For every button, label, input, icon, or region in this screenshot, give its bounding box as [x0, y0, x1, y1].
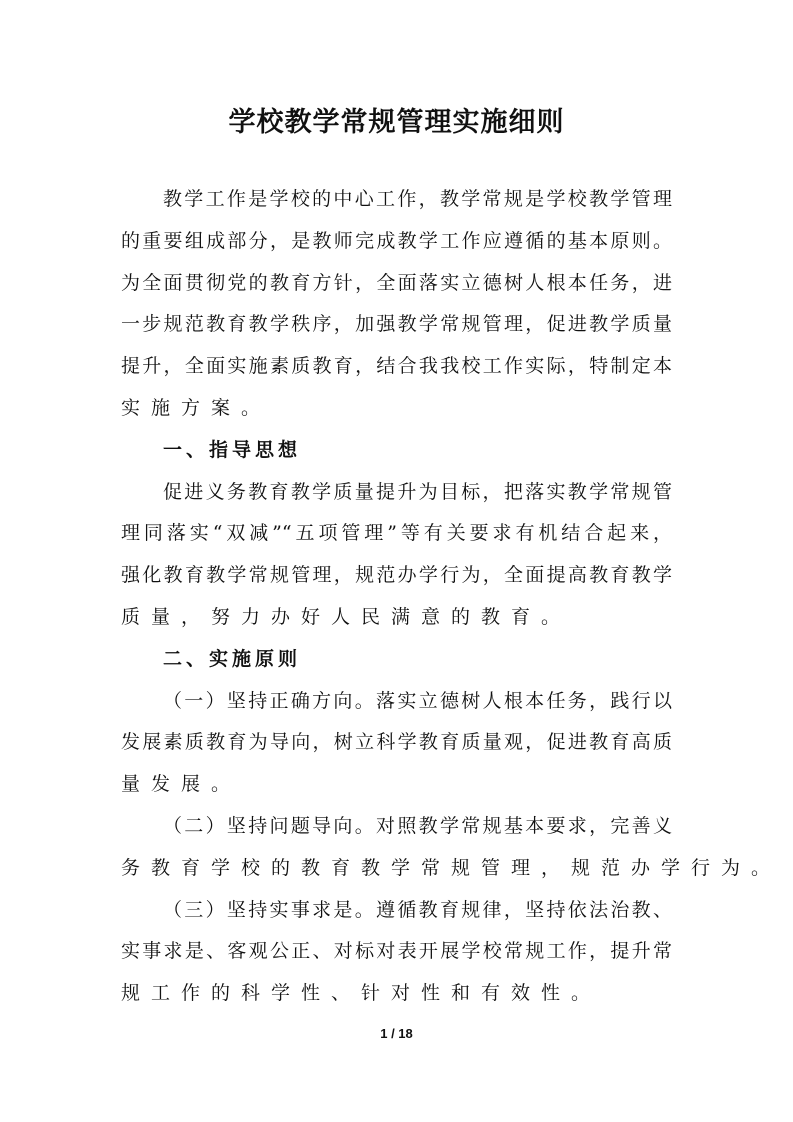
text-line: 强化教育教学常规管理，规范办学行为，全面提高教育教学 [121, 564, 672, 587]
text-line: 的重要组成部分，是教师完成教学工作应遵循的基本原则。 [121, 229, 672, 252]
section-heading: 一、指导思想 [163, 438, 302, 461]
document-title: 学校教学常规管理实施细则 [228, 107, 565, 138]
text-line: 促进义务教育教学质量提升为目标，把落实教学常规管 [163, 480, 672, 503]
text-line: 规工作的科学性、针对性和有效性。 [121, 982, 602, 1005]
text-line: 实事求是、客观公正、对标对表开展学校常规工作，提升常 [121, 940, 672, 963]
text-line: 提升，全面实施素质教育，结合我我校工作实际，特制定本 [121, 355, 672, 378]
text-line: 实施方案。 [121, 396, 272, 419]
text-line: 务教育学校的教育教学常规管理，规范办学行为。 [121, 856, 782, 879]
text-line: 量发展。 [121, 773, 242, 796]
section-heading: 二、实施原则 [163, 647, 302, 670]
text-line: 教学工作是学校的中心工作，教学常规是学校教学管理 [163, 188, 672, 210]
document-body [121, 179, 782, 1015]
text-line: 质量，努力办好人民满意的教育。 [121, 605, 572, 628]
text-line: （二）坚持问题导向。对照教学常规基本要求，完善义 [163, 814, 672, 837]
text-line: 为全面贯彻党的教育方针，全面落实立德树人根本任务，进 [121, 271, 672, 294]
text-line: 一步规范教育教学秩序，加强教学常规管理，促进教学质量 [121, 313, 672, 336]
text-line: 理同落实“双减”“五项管理”等有关要求有机结合起来， [121, 522, 672, 545]
text-line: （三）坚持实事求是。遵循教育规律，坚持依法治教、 [163, 898, 672, 921]
text-line: 发展素质教育为导向，树立科学教育质量观，促进教育高质 [121, 731, 672, 754]
page-number: 1 / 18 [380, 1026, 413, 1041]
text-line: （一）坚持正确方向。落实立德树人根本任务，践行以 [163, 689, 672, 712]
